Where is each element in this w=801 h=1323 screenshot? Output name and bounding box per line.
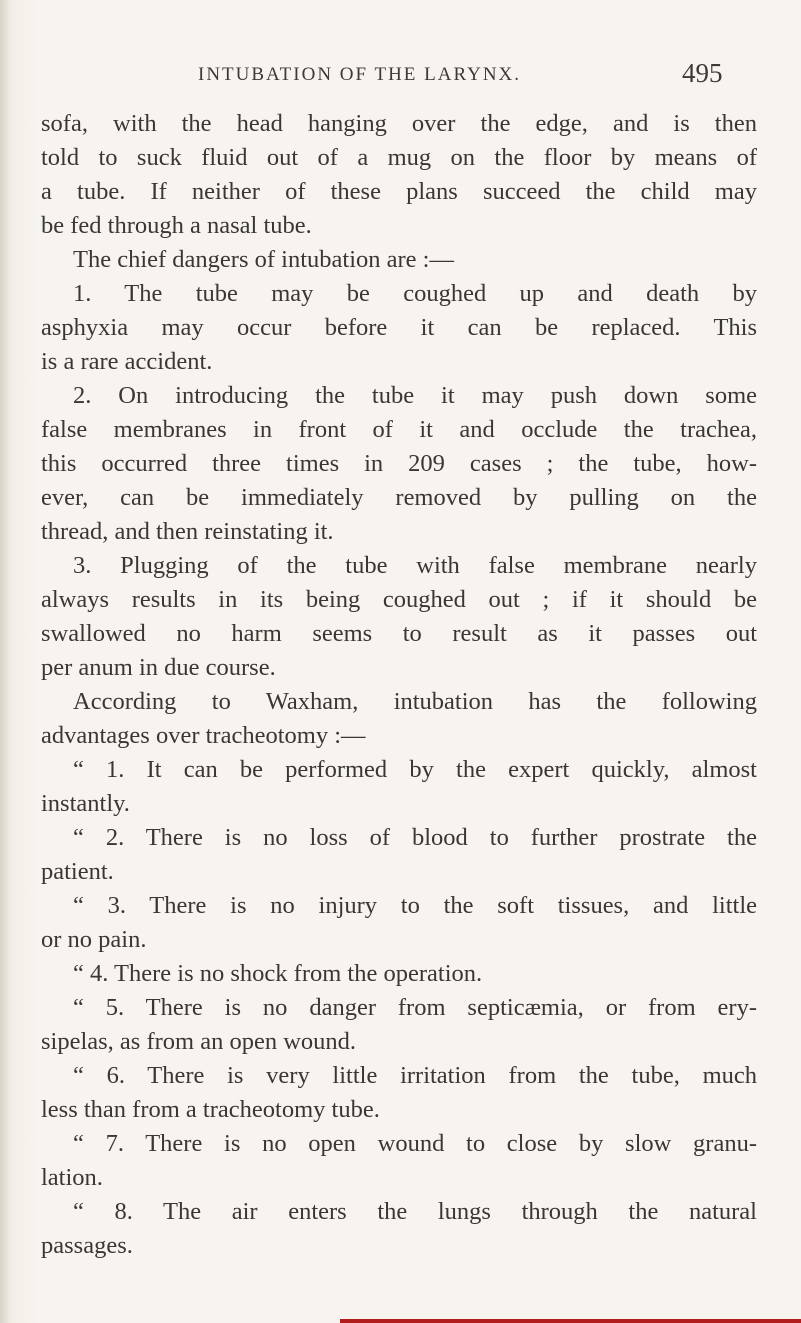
text-line: “ 7. There is no open wound to close by slow granu-: [73, 1130, 757, 1157]
spine-shadow: [0, 0, 10, 1323]
text-line: “ 4. There is no shock from the operation.: [73, 960, 483, 987]
text-line: “ 8. The air enters the lungs through the natural: [73, 1198, 757, 1225]
text-line: asphyxia may occur before it can be replaced. This: [41, 314, 757, 341]
text-line: a tube. If neither of these plans succeed the child may: [41, 178, 757, 205]
text-line: advantages over tracheotomy :—: [41, 722, 366, 749]
text-line: is a rare accident.: [41, 348, 213, 375]
page-number: 495: [682, 58, 723, 88]
text-line: told to suck fluid out of a mug on the floor by means of: [41, 144, 757, 171]
text-line: instantly.: [41, 790, 130, 817]
text-line: ever, can be immediately removed by pulling on the: [41, 484, 757, 511]
text-line: sofa, with the head hanging over the edge, and is then: [41, 110, 757, 137]
text-line: sipelas, as from an open wound.: [41, 1028, 357, 1055]
running-title: INTUBATION OF THE LARYNX.: [198, 64, 522, 85]
text-line: false membranes in front of it and occlude the trachea,: [41, 416, 757, 443]
text-line: lation.: [41, 1164, 103, 1191]
text-line: The chief dangers of intubation are :—: [73, 246, 454, 273]
text-line: 3. Plugging of the tube with false membrane nearly: [73, 552, 757, 579]
text-line: per anum in due course.: [41, 654, 276, 681]
text-line: “ 6. There is very little irritation from the tube, much: [73, 1062, 757, 1089]
text-line: “ 2. There is no loss of blood to further prostrate the: [73, 824, 757, 851]
text-line: this occurred three times in 209 cases ; the tube, how-: [41, 450, 757, 477]
text-line: 1. The tube may be coughed up and death by: [73, 280, 757, 307]
text-line: be fed through a nasal tube.: [41, 212, 312, 239]
text-line: “ 5. There is no danger from septicæmia, or from ery-: [73, 994, 757, 1021]
text-line: swallowed no harm seems to result as it passes out: [41, 620, 757, 647]
text-line: or no pain.: [41, 926, 147, 953]
text-line: “ 1. It can be performed by the expert quickly, almost: [73, 756, 757, 783]
text-line: According to Waxham, intubation has the following: [73, 688, 757, 715]
text-line: thread, and then reinstating it.: [41, 518, 334, 545]
text-line: always results in its being coughed out ; if it should be: [41, 586, 757, 613]
text-line: patient.: [41, 858, 114, 885]
text-line: passages.: [41, 1232, 133, 1259]
running-head: [0, 58, 801, 92]
body-text: [41, 107, 757, 1263]
bottom-edge-rule: [340, 1319, 801, 1323]
text-line: 2. On introducing the tube it may push down some: [73, 382, 757, 409]
text-line: “ 3. There is no injury to the soft tissues, and little: [73, 892, 757, 919]
text-line: less than from a tracheotomy tube.: [41, 1096, 380, 1123]
